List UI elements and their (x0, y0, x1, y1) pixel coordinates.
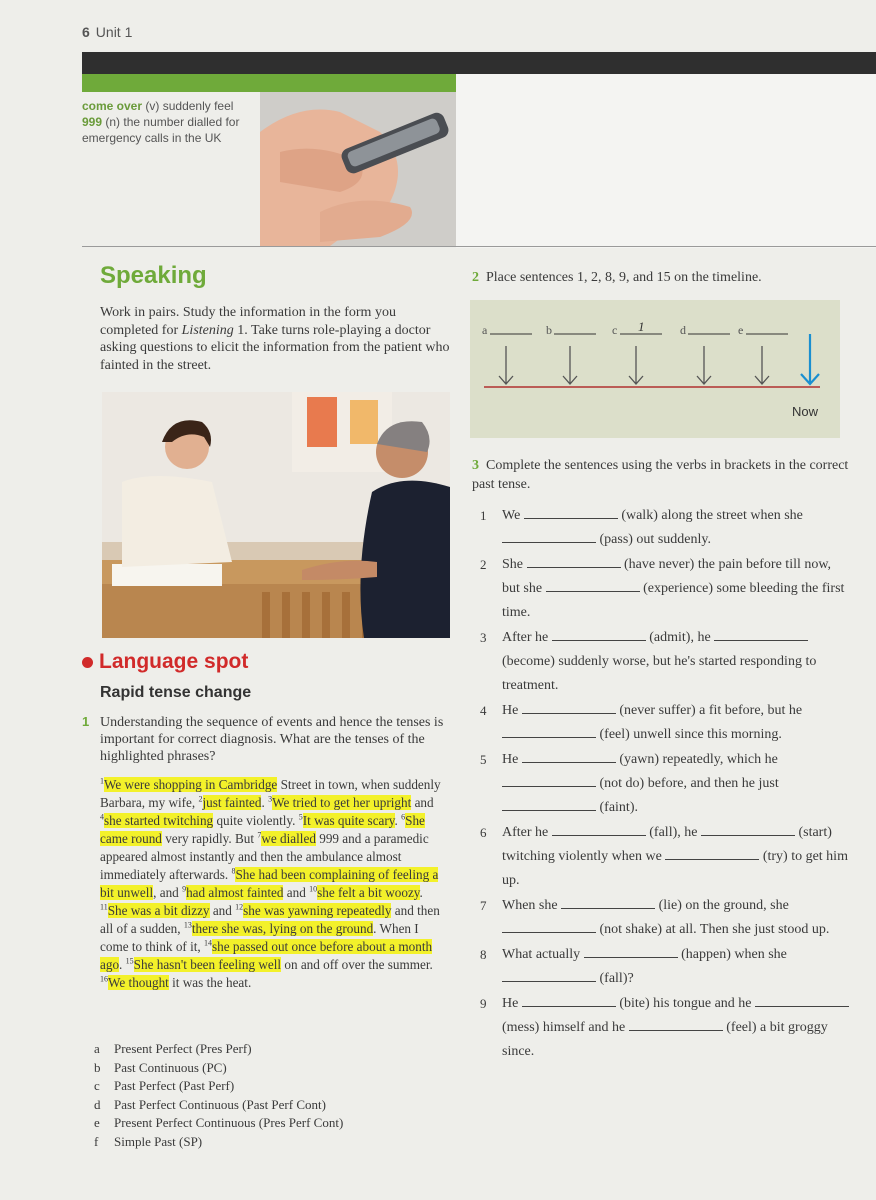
timeline-answer: 1 (638, 319, 645, 334)
language-spot-subtitle: Rapid tense change (100, 684, 252, 701)
answer-blank[interactable] (527, 553, 621, 568)
exercise-3-number: 3 (472, 458, 479, 473)
down-arrow-icon (755, 346, 769, 384)
item-number: 9 (480, 996, 487, 1011)
highlighted-phrase: just fainted (202, 795, 262, 810)
sentence-number: 3 (268, 794, 273, 804)
story-text: , and (153, 885, 183, 900)
item-number: 2 (480, 557, 487, 572)
exercise-item (480, 626, 850, 698)
sentence-number: 14 (204, 938, 213, 948)
exercise-item (480, 699, 850, 747)
item-text: He (502, 752, 522, 767)
answer-blank[interactable] (755, 992, 849, 1007)
sentence-number: 10 (309, 884, 318, 894)
option-letter: d (94, 1096, 101, 1112)
item-number: 1 (480, 508, 487, 523)
highlighted-phrase: She hasn't been feeling well (133, 957, 282, 972)
story-text: and (209, 903, 236, 918)
exercise-3-instruction (472, 456, 852, 494)
sentence-number: 11 (100, 902, 108, 912)
down-arrow-icon (697, 346, 711, 384)
story-text: . (261, 795, 269, 810)
answer-blank[interactable] (502, 772, 596, 787)
exercise-item (480, 553, 850, 625)
speaking-text-part: 1. Take turns role-playing a doctor asking questions to elicit the information from the patient who fainted in the street. (100, 322, 450, 373)
item-number: 4 (480, 703, 487, 718)
sentence-number: 2 (198, 794, 203, 804)
unit-label: Unit 1 (95, 24, 133, 40)
highlighted-phrase: We tried to get her upright (272, 795, 412, 810)
highlighted-phrase: She came round (100, 813, 425, 846)
tense-option (94, 1059, 454, 1078)
item-text: He (502, 703, 522, 718)
speaking-text-emphasis: Listening (181, 322, 234, 338)
exercise-item (480, 943, 850, 991)
glossary-entry (82, 114, 258, 146)
timeline-panel (470, 300, 840, 438)
sentence-number: 13 (183, 920, 192, 930)
answer-blank[interactable] (552, 626, 646, 641)
option-letter: b (94, 1059, 101, 1075)
answer-blank[interactable] (584, 943, 678, 958)
blank-panel (456, 74, 876, 248)
exercise-item (480, 821, 850, 893)
option-letter: c (94, 1078, 100, 1093)
down-arrow-icon (629, 346, 643, 384)
item-text: (not shake) at all. Then she just stood up. (596, 922, 830, 937)
sentence-number: 6 (401, 812, 406, 822)
story-text: on and off over the summer. (281, 957, 433, 972)
exercise-2-text: Place sentences 1, 2, 8, 9, and 15 on the timeline. (486, 270, 762, 285)
item-text: We (502, 508, 524, 523)
option-text: Past Perfect (Past Perf) (114, 1078, 235, 1093)
answer-blank[interactable] (701, 821, 795, 836)
glossary-definition: the number dialled for emergency calls in the UK (82, 115, 240, 145)
speaking-text-part: Work in pairs. Study the information in the form you completed for (100, 305, 396, 338)
exercise-1-number: 1 (82, 714, 90, 729)
story-text: . (419, 885, 423, 900)
story-text: very rapidly. But (161, 831, 258, 846)
option-letter: a (94, 1041, 100, 1056)
story-text: Street in town, when suddenly Barbara, my wife, (100, 777, 441, 810)
item-text: (mess) himself and he (502, 1020, 629, 1035)
exercise-item (480, 748, 850, 820)
glossary-entry (82, 98, 258, 114)
highlighted-phrase: She had been complaining of feeling a bit unwell (100, 867, 439, 900)
item-text: (fall)? (596, 971, 634, 986)
item-text: What actually (502, 947, 584, 962)
story-text: it was the heat. (168, 975, 252, 990)
glossary-term: 999 (82, 115, 103, 129)
exercise-2-number: 2 (472, 270, 479, 285)
answer-blank[interactable] (502, 796, 596, 811)
option-text: Past Perfect Continuous (Past Perf Cont) (114, 1096, 326, 1112)
glossary-pos: (n) (105, 115, 121, 129)
story-text: quite violently. (213, 813, 299, 828)
option-text: Simple Past (SP) (114, 1133, 203, 1149)
option-letter: f (94, 1133, 99, 1149)
hand-holding-phone-illustration (260, 92, 456, 246)
highlighted-phrase: she was yawning repeatedly (243, 903, 392, 918)
item-text: She (502, 557, 527, 572)
highlighted-phrase: had almost fainted (186, 885, 284, 900)
highlighted-phrase: there she was, lying on the ground (191, 921, 374, 936)
glossary-pos: (v) (145, 99, 160, 113)
sentence-number: 16 (100, 974, 108, 984)
sentence-number: 9 (182, 884, 187, 894)
answer-blank[interactable] (524, 504, 618, 519)
tense-option (94, 1096, 454, 1115)
exercise-item (480, 894, 850, 942)
answer-blank[interactable] (552, 821, 646, 836)
consultation-photo (102, 392, 450, 638)
item-text: (feel) unwell since this morning. (596, 727, 782, 742)
answer-blank[interactable] (502, 528, 596, 543)
highlighted-phrase: she passed out once before about a month ago (100, 939, 433, 972)
tense-option (94, 1114, 454, 1133)
story-text: and (411, 795, 434, 810)
answer-blank[interactable] (546, 577, 640, 592)
glossary-definition: suddenly feel (162, 99, 234, 113)
green-accent-bar (82, 74, 456, 92)
sentence-number: 12 (235, 902, 244, 912)
highlighted-phrase: She was a bit dizzy (107, 903, 210, 918)
item-number: 8 (480, 947, 487, 962)
item-text: (experience) some bleeding the first time. (502, 581, 845, 620)
story-text: 999 and a paramedic appeared almost instantly and then the ambulance almost immediately afterwards. (100, 831, 429, 882)
highlighted-phrase: We thought (108, 975, 169, 990)
sentence-number: 4 (100, 812, 104, 822)
page-header (82, 24, 132, 40)
item-text: (have never) the pain before till now, but she (502, 557, 832, 596)
item-number: 7 (480, 898, 487, 913)
item-text: (feel) a bit groggy since. (502, 1020, 828, 1059)
item-text: (faint). (596, 800, 638, 815)
bullet-dot-icon (82, 657, 93, 668)
option-letter: e (94, 1115, 100, 1130)
item-text: (yawn) repeatedly, which he (615, 752, 778, 767)
item-text: (not do) before, and then he just (596, 776, 779, 791)
glossary-term: come over (82, 99, 143, 113)
timeline (470, 300, 840, 438)
story-text: . (119, 957, 126, 972)
header-bar (82, 52, 876, 74)
tense-option (94, 1133, 454, 1152)
item-text: (start) twitching violently when we (502, 825, 832, 864)
item-text: (bite) his tongue and he (615, 996, 756, 1011)
story-text: . When I come to think of it, (100, 921, 419, 954)
exercise-1-question: Understanding the sequence of events and hence the tenses is important for correct diagnosis. What are the tenses of the highlighted phrases? (100, 715, 444, 764)
option-text: Present Perfect (Pres Perf) (114, 1041, 252, 1056)
sentence-number: 8 (231, 866, 236, 876)
speaking-title: Speaking (100, 262, 207, 289)
item-text: (pass) out suddenly. (596, 532, 711, 547)
now-arrow-icon (801, 334, 819, 384)
answer-blank[interactable] (665, 845, 759, 860)
timeline-slot-letter: b (546, 323, 552, 337)
page-number: 6 (82, 24, 90, 40)
item-text: (try) to get him up. (502, 849, 848, 888)
item-text: (admit), he (645, 630, 715, 645)
timeline-slot-letter: c (612, 323, 618, 337)
item-number: 5 (480, 752, 487, 767)
timeline-slot-letter: a (482, 323, 488, 337)
item-text: When she (502, 898, 562, 913)
highlighted-story (100, 776, 445, 992)
highlighted-phrase: We were shopping in Cambridge (104, 777, 278, 792)
item-text: (lie) on the ground, she (655, 898, 789, 913)
answer-blank[interactable] (714, 626, 808, 641)
item-text: (walk) along the street when she (617, 508, 803, 523)
doctor-patient-illustration (102, 392, 450, 638)
exercise-2-instruction (472, 270, 872, 286)
now-label: Now (792, 404, 819, 419)
answer-blank[interactable] (561, 894, 655, 909)
sentence-number: 5 (298, 812, 303, 822)
item-text: (become) suddenly worse, but he's started responding to treatment. (502, 654, 817, 693)
sentence-number: 15 (125, 956, 134, 966)
highlighted-phrase: we dialled (261, 831, 316, 846)
answer-blank[interactable] (502, 918, 596, 933)
down-arrow-icon (563, 346, 577, 384)
tense-option (94, 1077, 454, 1096)
exercise-item (480, 504, 850, 552)
answer-blank[interactable] (522, 699, 616, 714)
sentence-number: 7 (257, 830, 262, 840)
tense-option (94, 1040, 454, 1059)
language-spot-title-text: Language spot (99, 650, 249, 673)
answer-blank[interactable] (502, 967, 596, 982)
tense-options-list (94, 1040, 454, 1151)
answer-blank[interactable] (502, 723, 596, 738)
item-number: 3 (480, 630, 487, 645)
item-text: After he (502, 630, 552, 645)
answer-blank[interactable] (522, 748, 616, 763)
section-divider (82, 246, 876, 247)
option-text: Past Continuous (PC) (114, 1059, 227, 1075)
timeline-slot-letter: d (680, 323, 686, 337)
phone-photo (260, 92, 456, 246)
option-text: Present Perfect Continuous (Pres Perf Cont) (114, 1115, 344, 1130)
story-text: . (394, 813, 402, 828)
item-text: He (502, 996, 522, 1011)
speaking-instructions (100, 304, 450, 374)
exercise-3-text: Complete the sentences using the verbs in brackets in the correct past tense. (472, 458, 849, 492)
sentence-number: 1 (100, 776, 104, 786)
highlighted-phrase: she felt a bit woozy (317, 885, 420, 900)
language-spot-title (82, 650, 248, 674)
item-text: After he (502, 825, 552, 840)
item-number: 6 (480, 825, 487, 840)
story-text: and (283, 885, 310, 900)
highlighted-phrase: It was quite scary (302, 813, 395, 828)
answer-blank[interactable] (629, 1016, 723, 1031)
glossary (82, 98, 258, 146)
highlighted-phrase: she started twitching (104, 813, 214, 828)
exercise-item (480, 992, 850, 1064)
item-text: (never suffer) a fit before, but he (615, 703, 803, 718)
exercise-3-items (480, 504, 850, 1065)
item-text: (fall), he (645, 825, 701, 840)
timeline-slot-letter: e (738, 323, 744, 337)
answer-blank[interactable] (522, 992, 616, 1007)
story-text: and then all of a sudden, (100, 903, 440, 936)
down-arrow-icon (499, 346, 513, 384)
item-text: (happen) when she (677, 947, 787, 962)
